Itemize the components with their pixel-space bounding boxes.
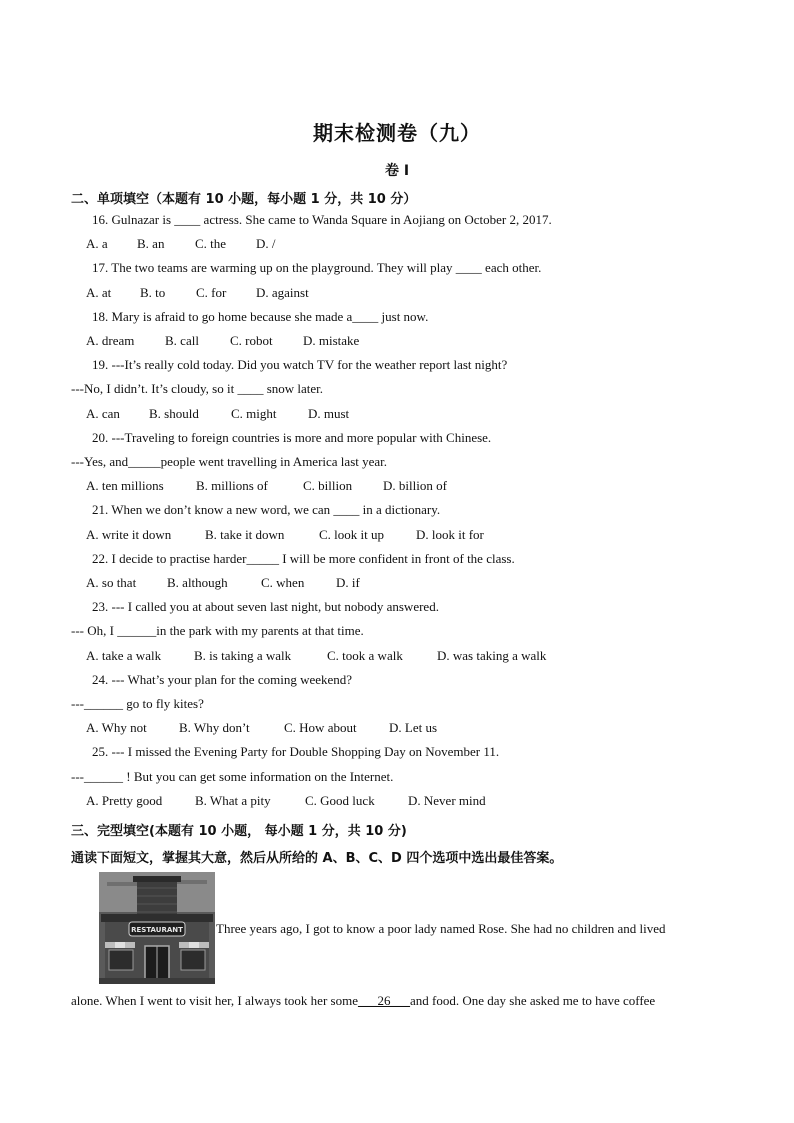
question-23-line-2: --- Oh, I ______in the park with my parents at that time. [71,623,364,639]
question-23-option-c[interactable]: C. took a walk [327,647,403,663]
question-19-line-2: ---No, I didn’t. It’s cloudy, so it ____ snow later. [71,381,324,397]
question-22-option-d[interactable]: D. if [336,575,360,590]
question-24-option-c[interactable]: C. How about [284,720,357,736]
cloze-instruction: 通读下面短文，掌握其大意，然后从所给的 A、B、C、D 四个选项中选出最佳答案。 [71,851,563,866]
question-20-option-b[interactable]: B. millions of [196,478,268,494]
question-24-option-a[interactable]: A. Why not [86,720,147,736]
question-19-line-1: 19. ---It’s really cold today. Did you watch TV for the weather report last night? [92,357,508,373]
question-19-option-c[interactable]: C. might [231,405,277,421]
question-21-line-1: 21. When we don’t know a new word, we can ____ in a dictionary. [92,502,441,518]
question-22-option-b[interactable]: B. although [167,575,228,590]
question-16-line-1: 16. Gulnazar is ____ actress. She came to Wanda Square in Aojiang on October 2, 2017. [92,212,552,227]
question-23-line-1: 23. --- I called you at about seven last night, but nobody answered. [92,599,439,615]
question-17-option-b[interactable]: B. to [140,284,166,300]
question-17-line-1: 17. The two teams are warming up on the playground. They will play ____ each other. [92,260,542,276]
question-19-option-a[interactable]: A. can [86,405,120,421]
question-18-option-a[interactable]: A. dream [86,333,135,348]
question-18-option-c[interactable]: C. robot [230,333,273,348]
question-21-option-a[interactable]: A. write it down [86,526,172,542]
question-22-option-a[interactable]: A. so that [86,575,137,590]
question-22-option-c[interactable]: C. when [261,575,305,590]
exam-title: 期末检测卷（九） [313,121,481,145]
question-17-option-c[interactable]: C. for [196,284,227,300]
question-18-option-d[interactable]: D. mistake [303,333,360,348]
question-17-option-d[interactable]: D. against [256,284,309,300]
question-20-line-1: 20. ---Traveling to foreign countries is more and more popular with Chinese. [92,429,492,445]
cloze-text-segment: and food. One day she asked me to have coffee [409,993,656,1008]
question-24-option-d[interactable]: D. Let us [389,720,438,736]
question-23-option-d[interactable]: D. was taking a walk [437,647,547,663]
question-16-option-a[interactable]: A. a [86,236,108,252]
question-20-option-d[interactable]: D. billion of [383,478,447,494]
question-19-option-d[interactable]: D. must [308,405,350,421]
cloze-paragraph-line-1: Three years ago, I got to know a poor lady named Rose. She had no children and lived [216,921,666,936]
question-18-option-b[interactable]: B. call [165,333,199,348]
question-20-option-c[interactable]: C. billion [303,478,353,494]
question-19-option-b[interactable]: B. should [149,405,199,421]
question-20-option-a[interactable]: A. ten millions [86,478,164,494]
volume-label: 卷 I [384,163,410,179]
question-17-option-a[interactable]: A. at [86,284,112,300]
cloze-blank-26[interactable]: ___26___ [357,993,410,1008]
question-23-option-b[interactable]: B. is taking a walk [194,647,292,663]
question-23-option-a[interactable]: A. take a walk [86,647,162,663]
question-21-option-d[interactable]: D. look it for [416,526,484,542]
cloze-text-segment: alone. When I went to visit her, I always took her some [71,993,358,1008]
question-25-option-d[interactable]: D. Never mind [408,792,486,808]
section-cloze-heading: 三、完型填空(本题有 10 小题， 每小题 1 分，共 10 分) [71,824,407,839]
cloze-paragraph-line-2 [71,993,655,1009]
section-single-choice-heading: 二、单项填空（本题有 10 小题，每小题 1 分，共 10 分） [71,192,417,207]
question-24-line-2: ---______ go to fly kites? [71,696,204,711]
question-21-option-b[interactable]: B. take it down [205,526,285,542]
question-25-line-2: ---______ ! But you can get some information on the Internet. [71,768,394,784]
question-16-option-c[interactable]: C. the [195,236,227,252]
question-25-option-a[interactable]: A. Pretty good [86,792,163,808]
restaurant-sign-text: RESTAURANT [131,926,183,934]
question-16-option-b[interactable]: B. an [137,236,165,252]
question-22-line-1: 22. I decide to practise harder_____ I will be more confident in front of the class. [92,550,515,566]
question-25-line-1: 25. --- I missed the Evening Party for Double Shopping Day on November 11. [92,744,500,760]
restaurant-picture [99,872,215,984]
question-24-line-1: 24. --- What’s your plan for the coming weekend? [92,671,353,687]
question-20-line-2: ---Yes, and_____people went travelling in America last year. [71,454,388,469]
question-18-line-1: 18. Mary is afraid to go home because she made a____ just now. [92,308,429,324]
question-25-option-c[interactable]: C. Good luck [305,792,375,808]
question-21-option-c[interactable]: C. look it up [319,526,385,542]
question-24-option-b[interactable]: B. Why don’t [179,720,250,736]
question-25-option-b[interactable]: B. What a pity [195,792,271,808]
question-16-option-d[interactable]: D. / [256,236,276,252]
